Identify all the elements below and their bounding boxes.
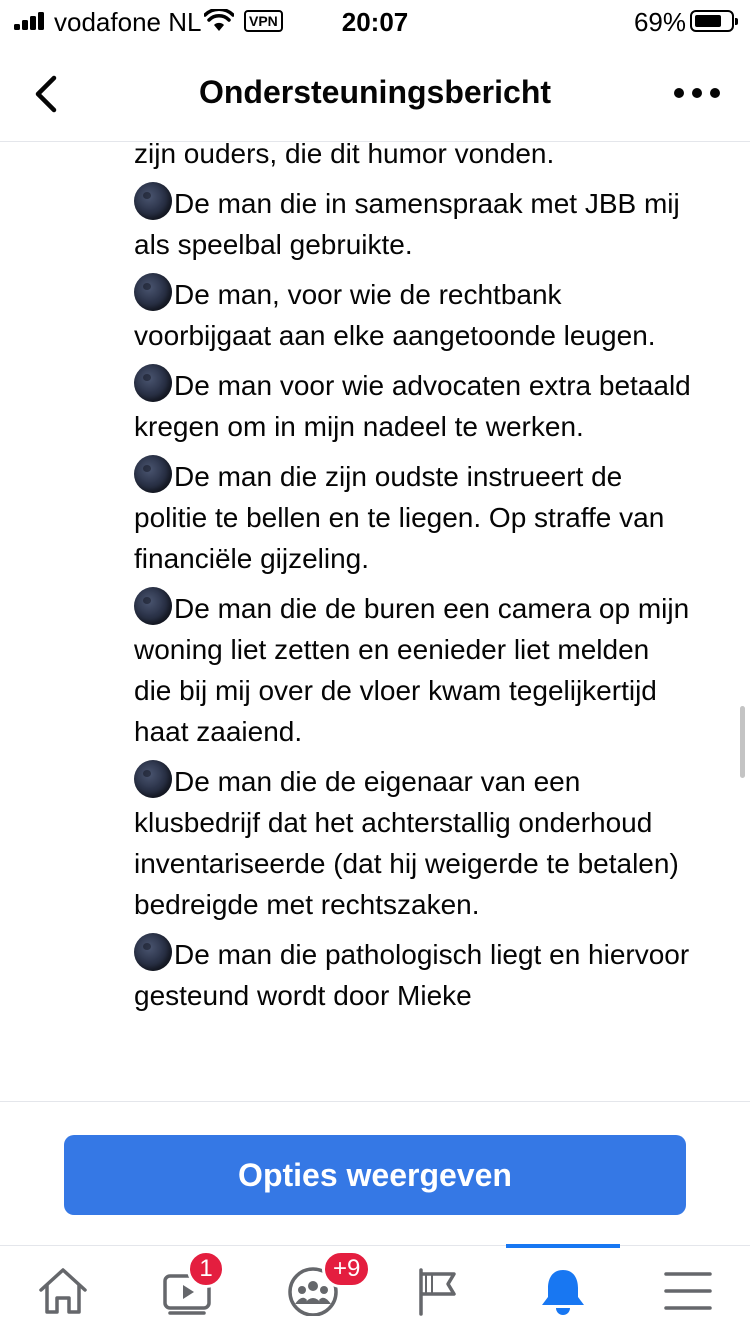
tab-bar — [0, 1245, 750, 1334]
tab-home[interactable] — [0, 1246, 125, 1334]
new-moon-icon — [134, 273, 172, 311]
page-title: Ondersteuningsbericht — [198, 74, 552, 110]
new-moon-icon — [134, 587, 172, 625]
more-dots-icon[interactable] — [672, 72, 722, 112]
message-text — [134, 143, 694, 1024]
battery-icon — [690, 10, 734, 32]
header — [0, 44, 750, 142]
list-item: De man die pathologisch liegt en hiervoor gesteund wordt door Mieke — [134, 933, 694, 1016]
list-item: De man die zijn oudste instrueert de politie te bellen en te liegen. Op straffe van financiële gijzeling. — [134, 455, 694, 579]
scrollbar[interactable] — [740, 706, 745, 778]
new-moon-icon — [134, 455, 172, 493]
new-moon-icon — [134, 760, 172, 798]
home-icon — [37, 1266, 89, 1316]
options-area — [0, 1101, 750, 1245]
watch-badge: 1 — [187, 1250, 225, 1288]
list-item: De man voor wie advocaten extra betaald kregen om in mijn nadeel te werken. — [134, 364, 694, 447]
new-moon-icon — [134, 364, 172, 402]
status-bar — [0, 0, 750, 44]
bell-icon — [537, 1266, 589, 1316]
new-moon-icon — [134, 933, 172, 971]
tab-menu[interactable] — [625, 1246, 750, 1334]
tab-groups[interactable] — [250, 1246, 375, 1334]
clock: 20:07 — [341, 7, 409, 37]
tab-notifications[interactable] — [500, 1246, 625, 1334]
carrier-name: vodafone NL — [54, 7, 202, 37]
partial-line: zijn ouders, die dit humor vonden. — [134, 143, 555, 169]
list-item: De man, voor wie de rechtbank voorbijgaat aan elke aangetoonde leugen. — [134, 273, 694, 356]
show-options-button[interactable]: Opties weergeven — [64, 1135, 686, 1215]
list-item: De man die de eigenaar van een klusbedrijf dat het achterstallig onderhoud inventariseerde (dat hij weigerde te betalen) bedreigde met rechtszaken. — [134, 760, 694, 925]
message-content[interactable] — [0, 143, 750, 1101]
list-item: De man die de buren een camera op mijn woning liet zetten en eenieder liet melden die bij mij over de vloer kwam tegelijkertijd haat zaaiend. — [134, 587, 694, 752]
tab-pages[interactable] — [375, 1246, 500, 1334]
flag-icon — [412, 1266, 464, 1316]
new-moon-icon — [134, 182, 172, 220]
battery-percent: 69% — [633, 7, 686, 37]
groups-badge: +9 — [322, 1250, 371, 1288]
tab-watch[interactable] — [125, 1246, 250, 1334]
list-item: De man die in samenspraak met JBB mij als speelbal gebruikte. — [134, 182, 694, 265]
vpn-badge: VPN — [244, 10, 283, 32]
hamburger-menu-icon — [662, 1266, 714, 1316]
